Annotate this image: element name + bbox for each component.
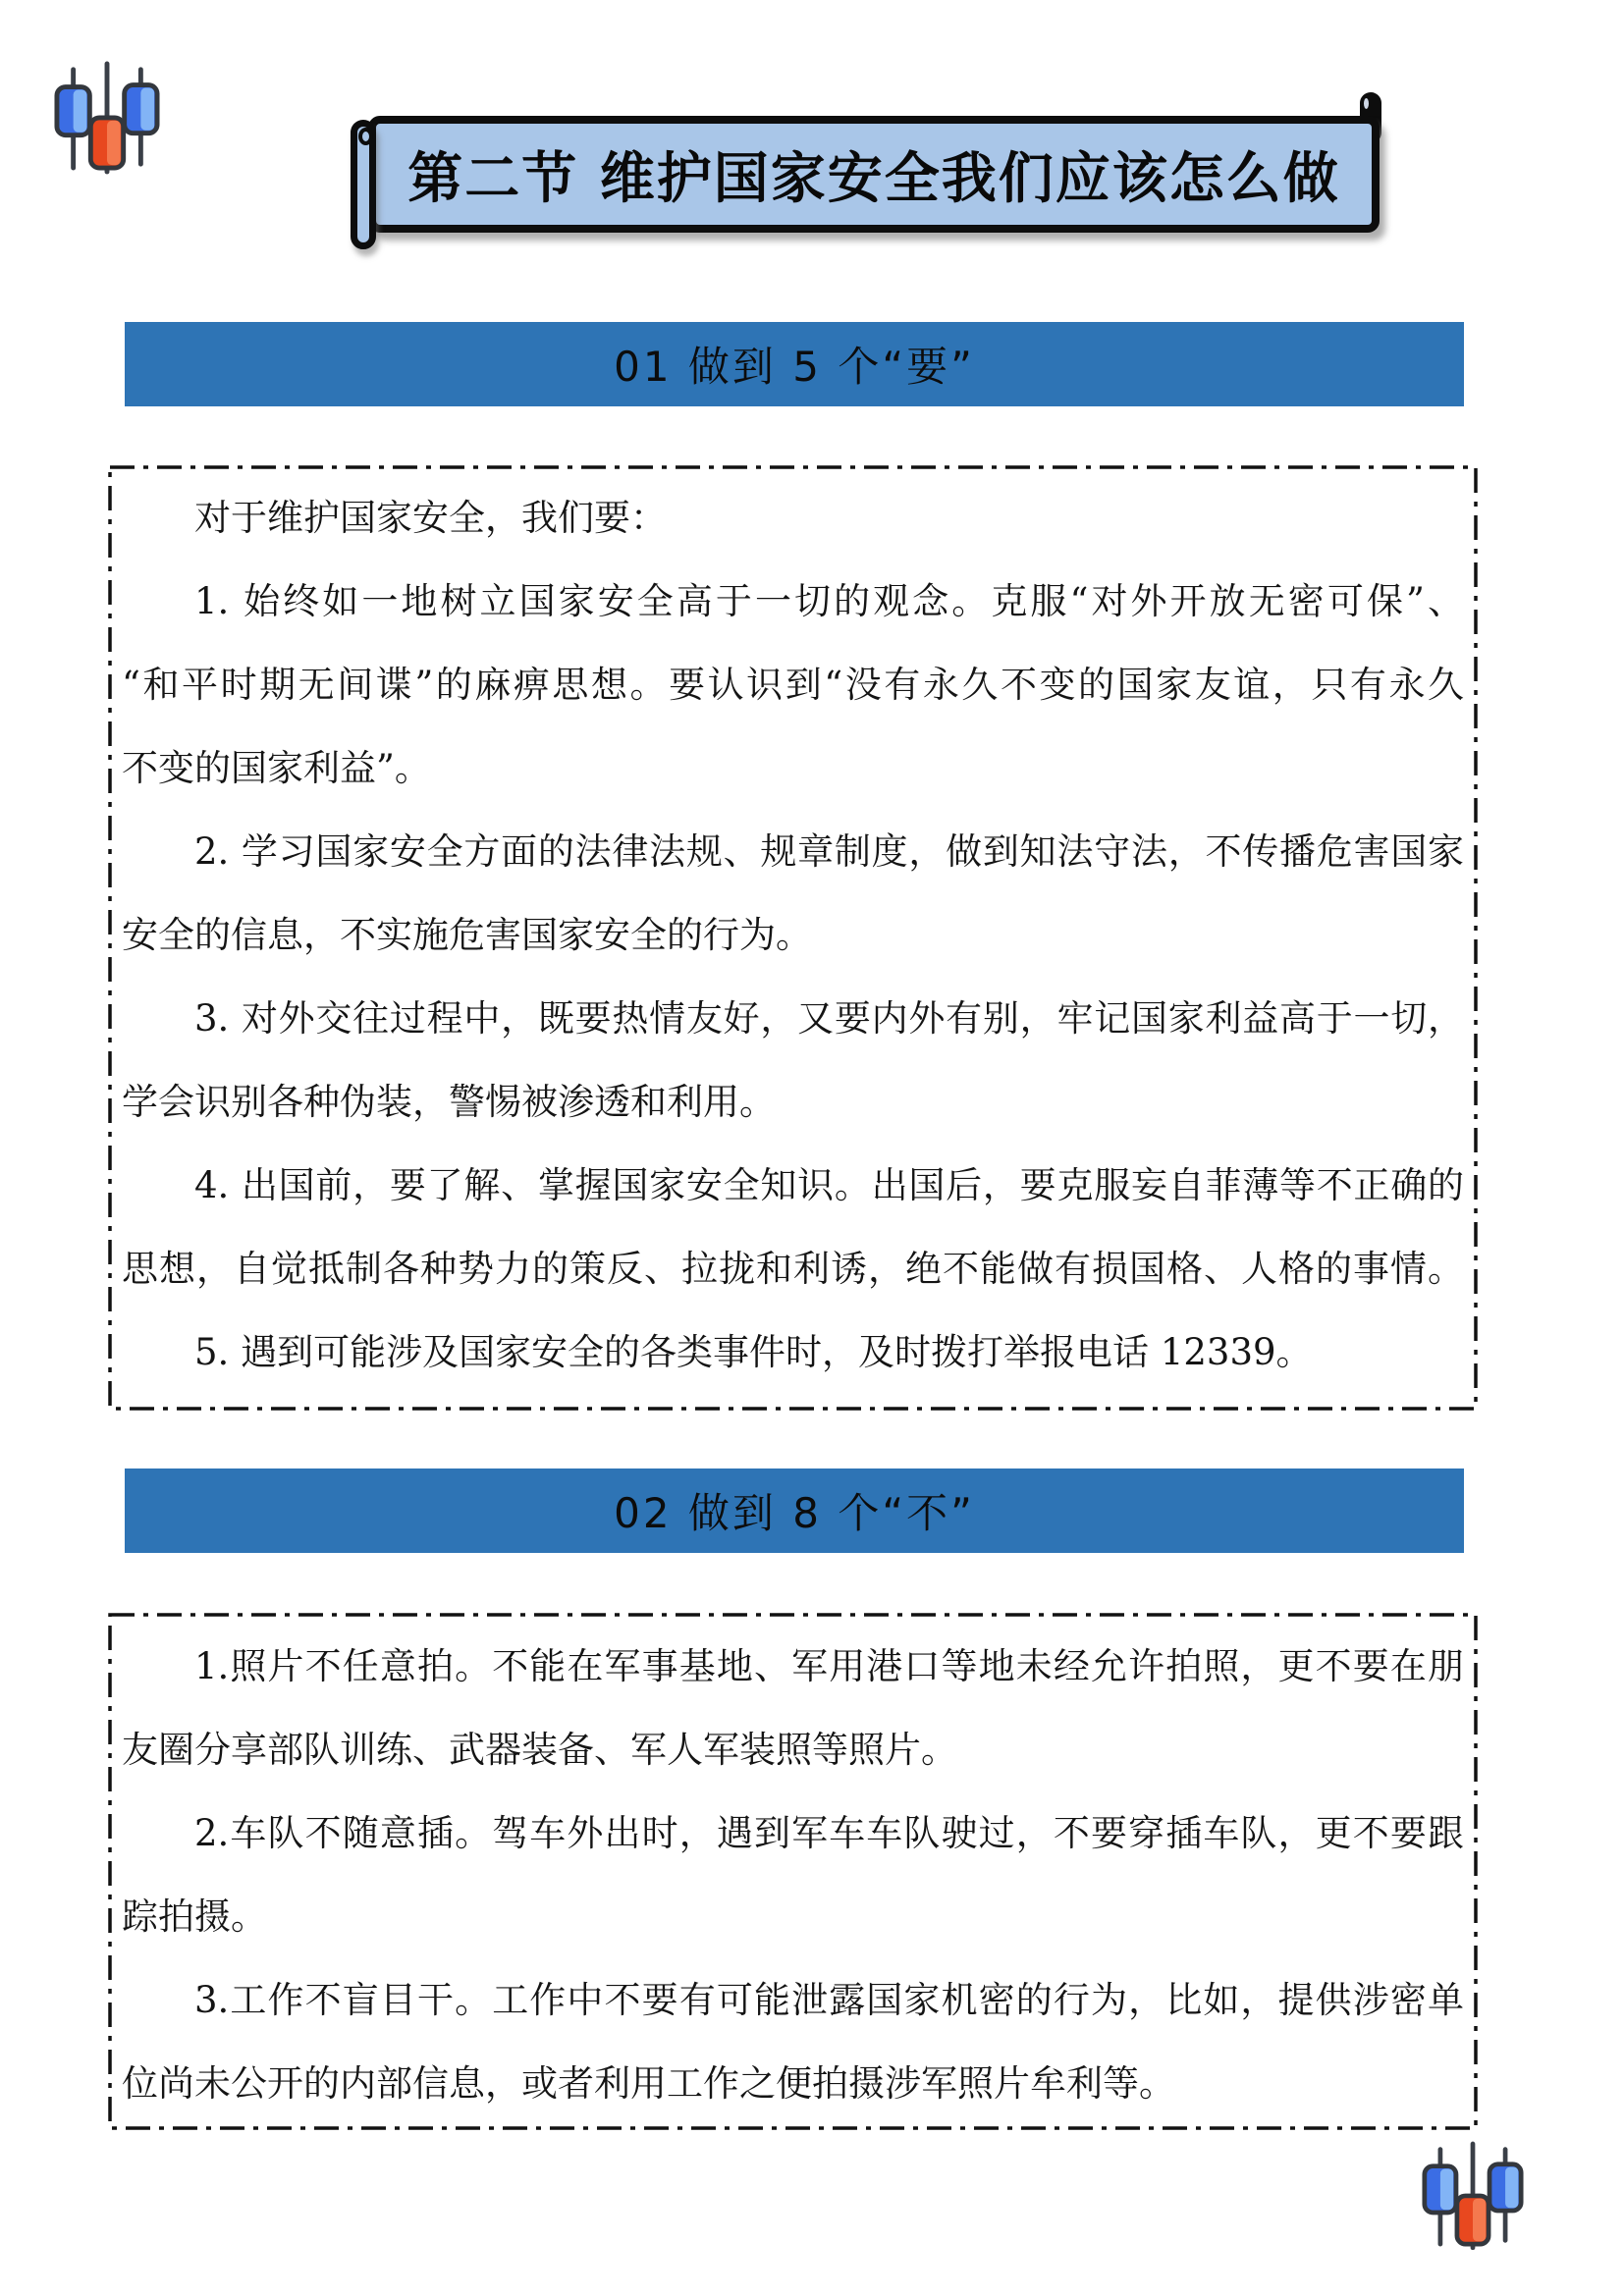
text-line: 3. 对外交往过程中，既要热情友好，又要内外有别，牢记国家利益高于一切， — [194, 997, 1464, 1040]
section-header-1 — [125, 322, 1464, 406]
section-header-2-label: 02 做到 8 个“不” — [614, 1489, 975, 1537]
content-box-2 — [108, 1613, 1478, 2130]
title-banner — [351, 92, 1391, 259]
banner-scroll-curl — [358, 128, 373, 145]
page-title: 第二节 维护国家安全我们应该怎么做 — [407, 145, 1340, 211]
text-line: 位尚未公开的内部信息，或者利用工作之便拍摄涉军照片牟利等。 — [122, 2062, 1175, 2105]
banner-body — [368, 116, 1380, 233]
text-line: 思想，自觉抵制各种势力的策反、拉拢和利诱，绝不能做有损国格、人格的事情。 — [122, 1248, 1464, 1290]
section-2-text — [122, 1625, 1464, 2125]
text-line: 对于维护国家安全，我们要： — [194, 497, 667, 539]
text-line: 学会识别各种伪装，警惕被渗透和利用。 — [122, 1081, 776, 1123]
section-header-2 — [125, 1468, 1464, 1553]
content-box-1 — [108, 465, 1478, 1411]
text-line: 2.车队不随意插。驾车外出时，遇到军车车队驶过，不要穿插车队，更不要跟 — [194, 1812, 1464, 1854]
text-line: 不变的国家利益”。 — [122, 747, 431, 789]
text-line: 友圈分享部队训练、武器装备、军人军装照等照片。 — [122, 1729, 957, 1771]
text-line: 踪拍摄。 — [122, 1896, 267, 1938]
candlestick-sliders-icon — [54, 59, 160, 179]
text-line: “和平时期无间谍”的麻痹思想。要认识到“没有永久不变的国家友谊，只有永久 — [122, 664, 1464, 706]
text-line: 4. 出国前，要了解、掌握国家安全知识。出国后，要克服妄自菲薄等不正确的 — [194, 1164, 1464, 1206]
text-line: 1. 始终如一地树立国家安全高于一切的观念。克服“对外开放无密可保”、 — [194, 580, 1464, 622]
section-header-1-label: 01 做到 5 个“要” — [614, 343, 975, 391]
text-line: 2. 学习国家安全方面的法律法规、规章制度，做到知法守法，不传播危害国家 — [194, 830, 1464, 873]
text-line: 安全的信息，不实施危害国家安全的行为。 — [122, 914, 812, 956]
text-line: 5. 遇到可能涉及国家安全的各类事件时，及时拨打举报电话 12339。 — [194, 1331, 1313, 1373]
section-1-text — [122, 476, 1464, 1394]
text-line: 1.照片不任意拍。不能在军事基地、军用港口等地未经允许拍照，更不要在朋 — [194, 1645, 1464, 1687]
text-line: 3.工作不盲目干。工作中不要有可能泄露国家机密的行为，比如，提供涉密单 — [194, 1979, 1464, 2021]
candlestick-sliders-icon — [1422, 2140, 1524, 2254]
